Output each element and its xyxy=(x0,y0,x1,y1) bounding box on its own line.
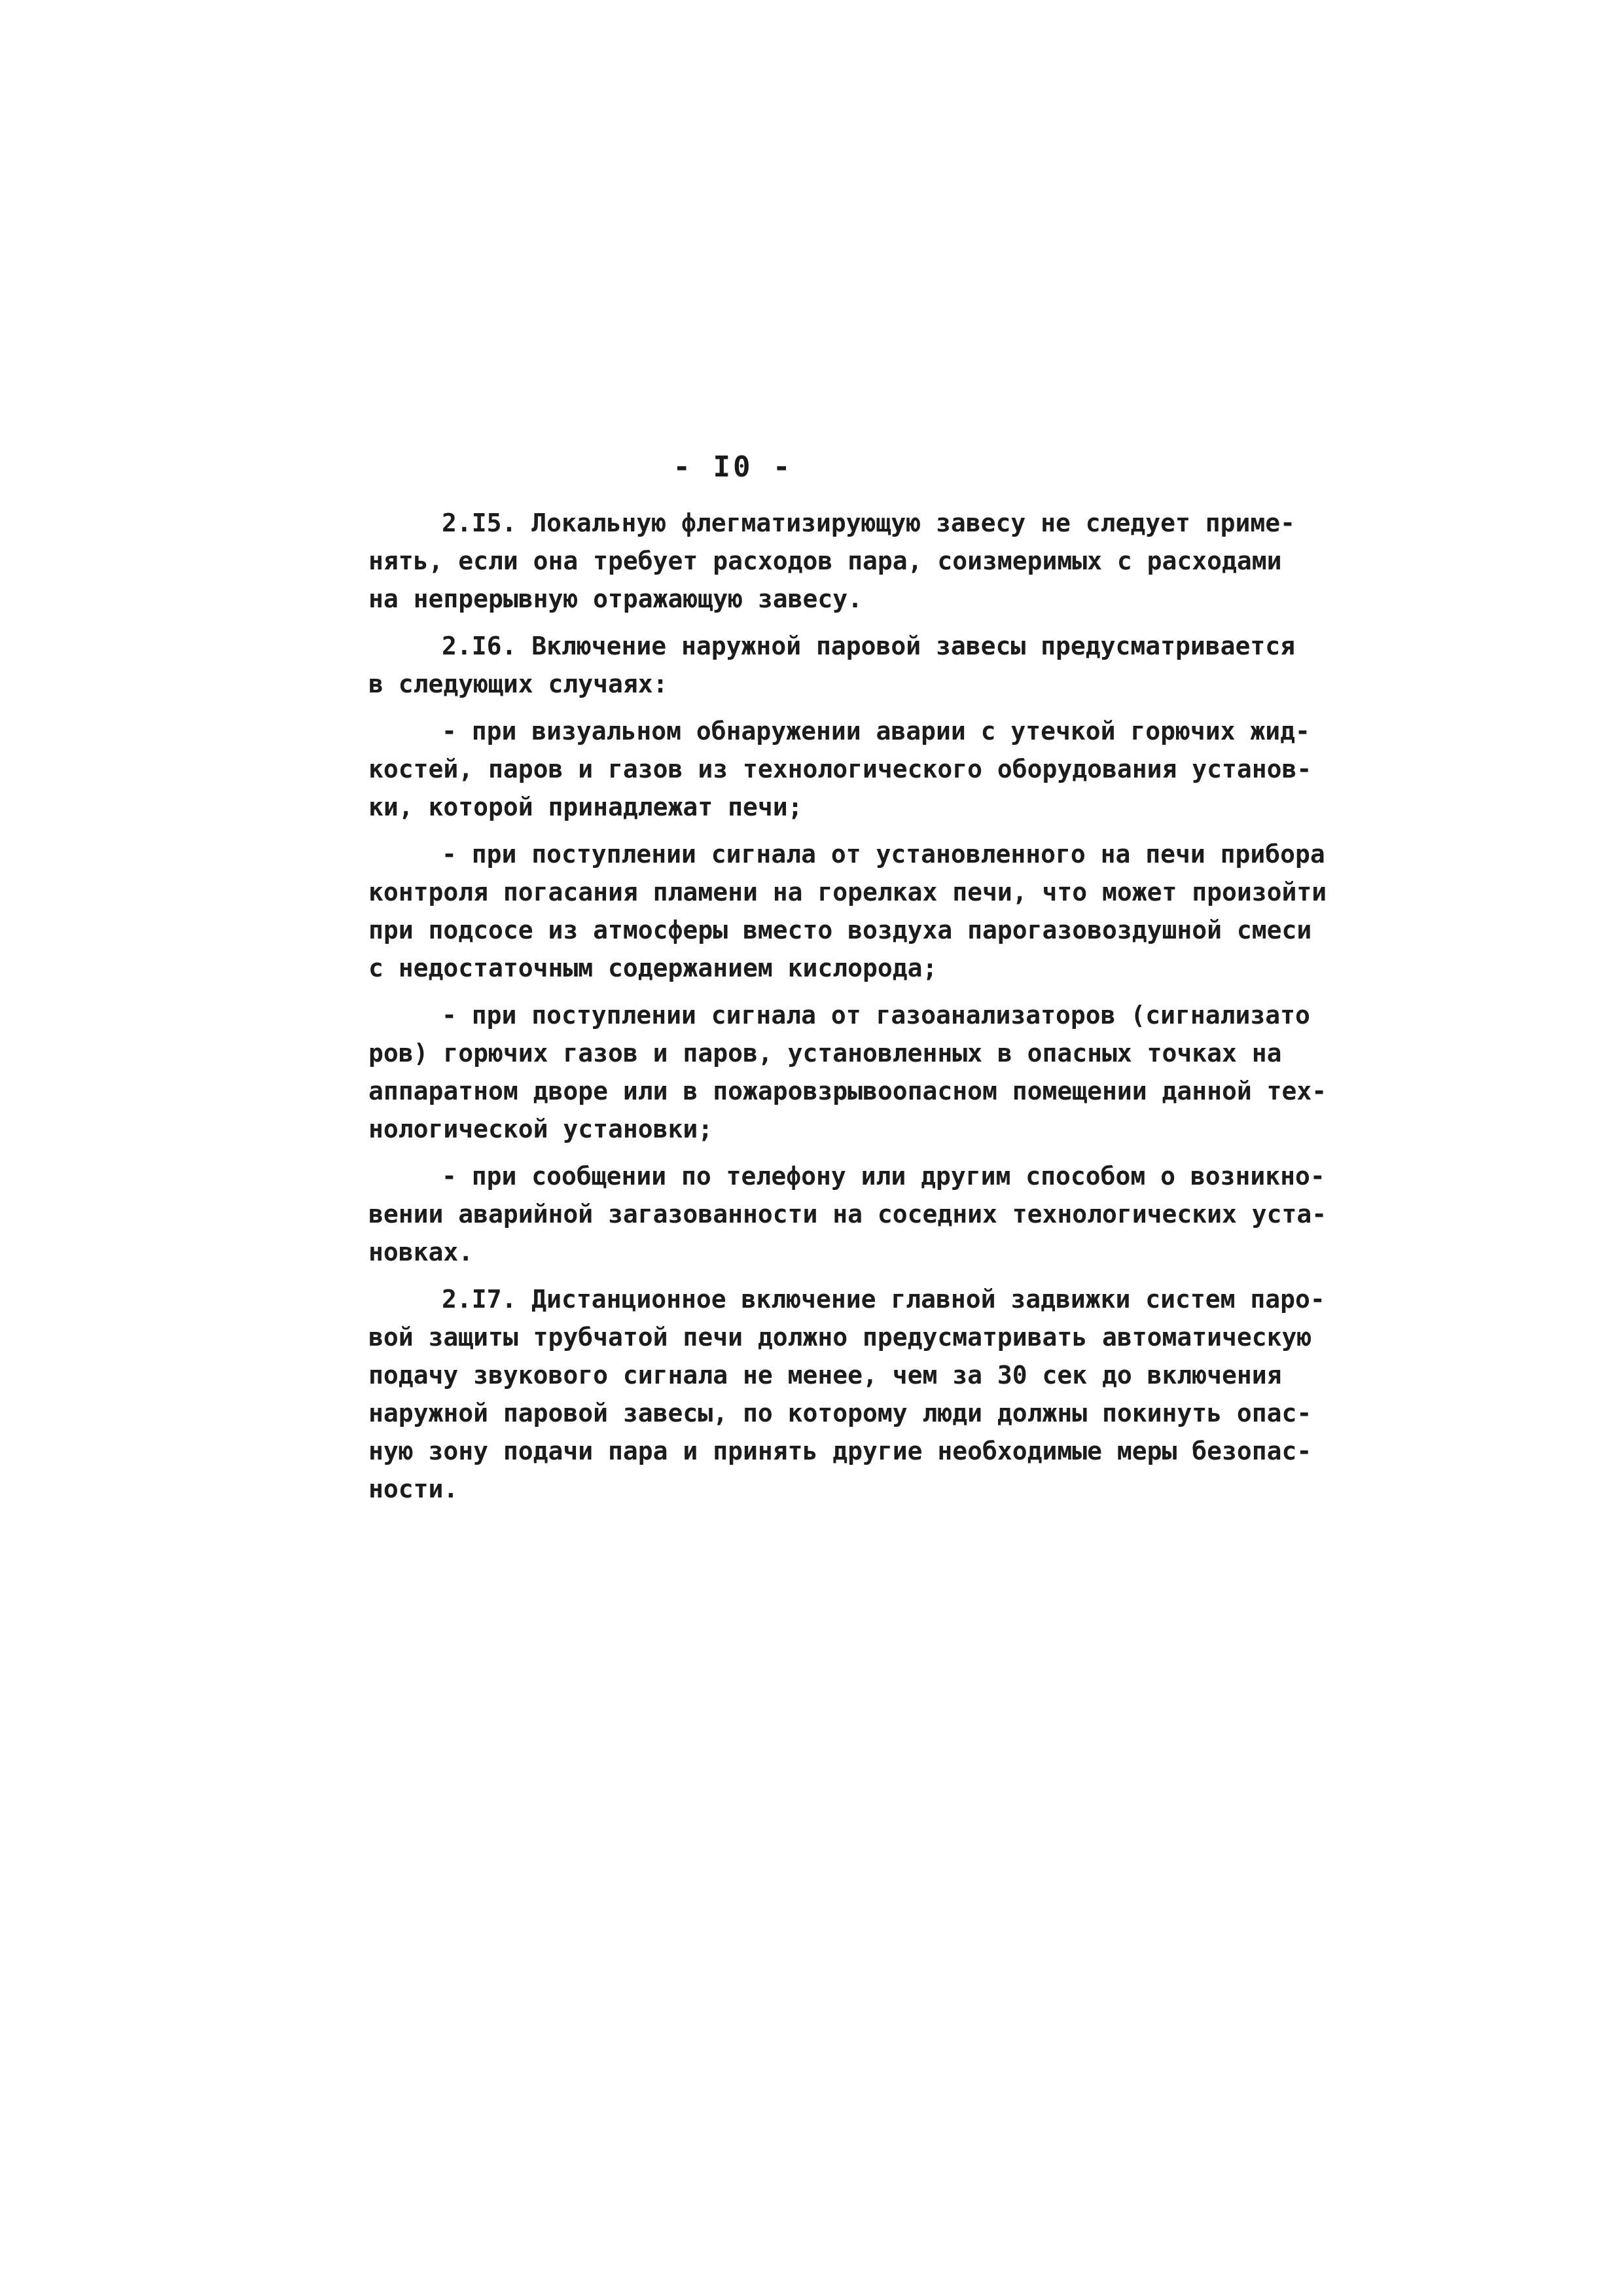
text-line: вении аварийной загазованности на соседних технологических уста- xyxy=(368,1200,1327,1229)
text-line: костей, паров и газов из технологического оборудования установ- xyxy=(368,755,1312,783)
text-line: ности. xyxy=(368,1475,459,1503)
text-line: - при визуальном обнаружении аварии с утечкой горючих жид- xyxy=(442,717,1310,745)
text-line: вой защиты трубчатой печи должно предусматривать автоматическую xyxy=(368,1323,1312,1352)
text-line: 2.I5. Локальную флегматизирующую завесу не следует приме- xyxy=(442,509,1296,537)
text-line: наружной паровой завесы, по которому люди должны покинуть опас- xyxy=(368,1399,1312,1427)
text-line: 2.I7. Дистанционное включение главной задвижки систем паро- xyxy=(442,1285,1325,1314)
text-line: нять, если она требует расходов пара, соизмеримых с расходами xyxy=(368,547,1282,575)
text-line: - при поступлении сигнала от газоанализаторов (сигнализато xyxy=(442,1001,1310,1030)
text-line: ров) горючих газов и паров, установленных в опасных точках на xyxy=(368,1039,1282,1067)
text-line: ки, которой принадлежат печи; xyxy=(368,793,803,821)
text-line: на непрерывную отражающую завесу. xyxy=(368,584,863,613)
text-line: подачу звукового сигнала не менее, чем за 30 сек до включения xyxy=(368,1361,1282,1390)
text-line: в следующих случаях: xyxy=(368,670,668,698)
text-line: - при сообщении по телефону или другим способом о возникно- xyxy=(442,1162,1325,1191)
text-line: ную зону подачи пара и принять другие необходимые меры безопас- xyxy=(368,1437,1312,1465)
text-line: аппаратном дворе или в пожаровзрывоопасном помещении данной тех- xyxy=(368,1077,1327,1105)
text-line: - при поступлении сигнала от установленного на печи прибора xyxy=(442,840,1325,869)
text-line: 2.I6. Включение наружной паровой завесы предусматривается xyxy=(442,632,1296,660)
text-line: контроля погасания пламени на горелках печи, что может произойти xyxy=(368,878,1327,906)
page-number: - I0 - xyxy=(673,450,793,484)
text-line: нологической установки; xyxy=(368,1115,713,1143)
text-line: новках. xyxy=(368,1238,474,1266)
body-text xyxy=(368,504,1327,1508)
text-line: с недостаточным содержанием кислорода; xyxy=(368,954,938,982)
text-line: при подсосе из атмосферы вместо воздуха парогазовоздушной смеси xyxy=(368,916,1312,944)
